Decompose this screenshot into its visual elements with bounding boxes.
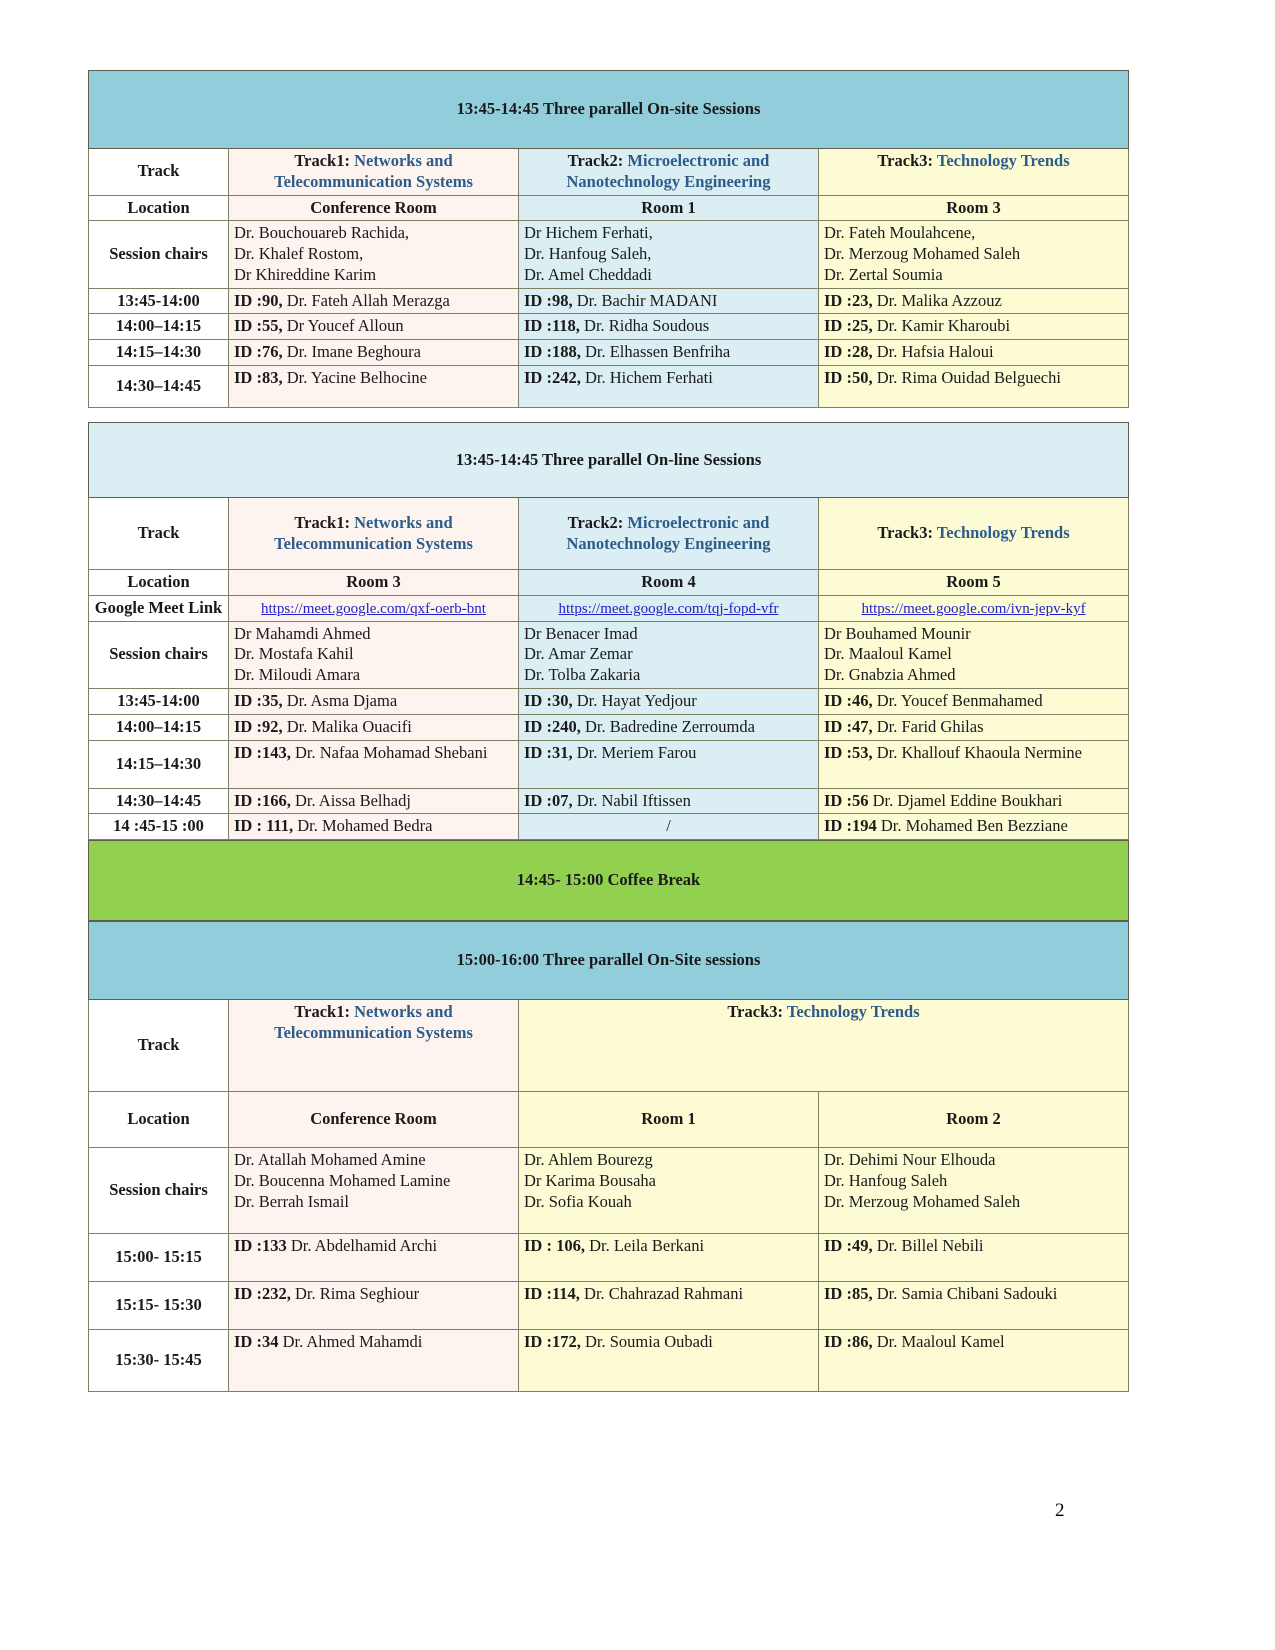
- paper-id: ID :07,: [524, 790, 573, 810]
- track-name: Microelectronic and Nanotechnology Engineering: [566, 512, 771, 553]
- paper-id: ID :85,: [824, 1284, 873, 1304]
- track-number: Track1:: [294, 151, 350, 170]
- session-chairs-label: Session chairs: [89, 1148, 229, 1234]
- chairs-cell: [519, 221, 819, 288]
- schedule-page: [88, 70, 1128, 1392]
- presenter-name: Dr. Rima Seghiour: [290, 1284, 420, 1304]
- presenter-name: Dr. Khallouf Khaoula Nermine: [872, 742, 1082, 762]
- paper-id: ID :50,: [824, 368, 873, 388]
- chair-name: Dr. Miloudi Amara: [234, 665, 361, 685]
- coffee-break-table: [88, 840, 1129, 921]
- session-entry: [519, 314, 819, 340]
- presenter-name: Dr. Abdelhamid Archi: [286, 1236, 438, 1256]
- session-entry: [519, 288, 819, 314]
- chair-name: Dr. Gnabzia Ahmed: [824, 665, 956, 685]
- chair-name: Dr. Khalef Rostom,: [234, 244, 364, 264]
- presenter-name: Dr. Hayat Yedjour: [572, 691, 697, 711]
- presenter-name: Dr. Hichem Ferhati: [580, 368, 713, 388]
- session-entry: [229, 1234, 519, 1282]
- meet-link-cell[interactable]: [519, 595, 819, 621]
- paper-id: ID :83,: [234, 368, 283, 388]
- track-label: Track: [89, 1000, 229, 1092]
- chairs-cell: [229, 221, 519, 288]
- time-slot: 13:45-14:00: [89, 288, 229, 314]
- time-slot: 14:00–14:15: [89, 714, 229, 740]
- track-name: Technology Trends: [783, 1002, 920, 1022]
- section-banner-onsite-1: 13:45-14:45 Three parallel On-site Sessions: [89, 71, 1129, 149]
- track-header-3: [819, 498, 1129, 570]
- paper-id: ID :47,: [824, 716, 873, 736]
- session-row: [89, 1282, 1129, 1330]
- session-entry: [819, 740, 1129, 788]
- chair-name: Dr. Ahlem Bourezg: [524, 1150, 653, 1170]
- session-row: [89, 788, 1129, 814]
- time-slot: 14:15–14:30: [89, 340, 229, 366]
- room-cell: Room 1: [519, 195, 819, 221]
- paper-id: ID :28,: [824, 342, 873, 362]
- track-header-1: [229, 149, 519, 196]
- paper-id: ID :98,: [524, 290, 573, 310]
- presenter-name: Dr. Malika Ouacifi: [282, 716, 412, 736]
- track-number: Track3:: [727, 1002, 783, 1022]
- session-chairs-label: Session chairs: [89, 221, 229, 288]
- track-number: Track1:: [294, 1002, 350, 1022]
- session-row: [89, 366, 1129, 408]
- chair-name: Dr. Hanfoug Saleh,: [524, 244, 652, 264]
- presenter-name: Dr. Ahmed Mahamdi: [278, 1332, 423, 1352]
- paper-id: ID :56: [824, 790, 869, 810]
- presenter-name: Dr. Mohamed Ben Bezziane: [876, 816, 1068, 836]
- session-entry: [229, 288, 519, 314]
- session-entry: [819, 814, 1129, 840]
- presenter-name: Dr. Maaloul Kamel: [872, 1332, 1005, 1352]
- section-banner-coffee-break: 14:45- 15:00 Coffee Break: [89, 841, 1129, 921]
- banner-row: [89, 841, 1129, 921]
- time-slot: 14:15–14:30: [89, 740, 229, 788]
- presenter-name: Dr. Elhassen Benfriha: [580, 342, 731, 362]
- chair-name: Dr Bouhamed Mounir: [824, 623, 971, 643]
- onsite-session-table-2: [88, 921, 1129, 1392]
- chair-name: Dr. Amel Cheddadi: [524, 264, 652, 284]
- onsite-session-table-1: [88, 70, 1129, 408]
- track-header-2: [519, 498, 819, 570]
- session-entry: [229, 788, 519, 814]
- session-entry: [519, 1282, 819, 1330]
- presenter-name: Dr. Soumia Oubadi: [580, 1332, 713, 1352]
- presenter-name: Dr. Asma Djama: [282, 691, 398, 711]
- track-name: Networks and Telecommunication Systems: [274, 512, 473, 553]
- presenter-name: Dr. Hafsia Haloui: [872, 342, 994, 362]
- banner-row: [89, 423, 1129, 498]
- presenter-name: Dr. Yacine Belhocine: [282, 368, 427, 388]
- time-slot: 15:30- 15:45: [89, 1330, 229, 1392]
- session-chairs-label: Session chairs: [89, 621, 229, 688]
- presenter-name: Dr. Chahrazad Rahmani: [579, 1284, 744, 1304]
- chair-name: Dr. Amar Zemar: [524, 644, 633, 664]
- time-slot: 14:30–14:45: [89, 788, 229, 814]
- chairs-row: [89, 221, 1129, 288]
- track-number: Track3:: [877, 151, 933, 170]
- presenter-name: Dr. Kamir Kharoubi: [872, 316, 1011, 336]
- track-name: Networks and Telecommunication Systems: [274, 151, 473, 191]
- chair-name: Dr. Tolba Zakaria: [524, 665, 641, 685]
- track-header-row: [89, 498, 1129, 570]
- room-cell: Conference Room: [229, 1092, 519, 1148]
- presenter-name: Dr. Imane Beghoura: [282, 342, 421, 362]
- session-entry: [819, 1234, 1129, 1282]
- track-name: Networks and Telecommunication Systems: [274, 1002, 473, 1042]
- session-entry: [229, 314, 519, 340]
- track-header-2: [519, 149, 819, 196]
- paper-id: ID :90,: [234, 290, 283, 310]
- location-row: [89, 570, 1129, 596]
- session-entry: [519, 1234, 819, 1282]
- online-session-table: [88, 422, 1129, 840]
- chair-name: Dr Benacer Imad: [524, 623, 638, 643]
- chair-name: Dr Mahamdi Ahmed: [234, 623, 371, 643]
- time-slot: 14:00–14:15: [89, 314, 229, 340]
- paper-id: ID :31,: [524, 742, 573, 762]
- session-entry: [819, 1330, 1129, 1392]
- paper-id: ID :34: [234, 1332, 279, 1352]
- session-row: [89, 1234, 1129, 1282]
- track-number: Track2:: [567, 512, 624, 532]
- presenter-name: Dr. Youcef Benmahamed: [872, 691, 1043, 711]
- banner-row: [89, 922, 1129, 1000]
- paper-id: ID :35,: [234, 691, 283, 711]
- presenter-name: Dr. Bachir MADANI: [572, 290, 718, 310]
- paper-id: ID : 106,: [524, 1236, 585, 1256]
- room-cell: Room 4: [519, 570, 819, 596]
- page-number: 2: [1055, 1500, 1065, 1521]
- chair-name: Dr Karima Bousaha: [524, 1170, 656, 1190]
- chair-name: Dr. Hanfoug Saleh: [824, 1170, 948, 1190]
- time-slot: 15:00- 15:15: [89, 1234, 229, 1282]
- chair-name: Dr Hichem Ferhati,: [524, 223, 653, 243]
- session-entry: [229, 740, 519, 788]
- paper-id: ID :76,: [234, 342, 283, 362]
- meet-link-cell[interactable]: [229, 595, 519, 621]
- google-meet-link[interactable]: https://meet.google.com/ivn-jepv-kyf: [861, 600, 1086, 617]
- track-header-3: [519, 1000, 1129, 1092]
- google-meet-label: Google Meet Link: [89, 595, 229, 621]
- paper-id: ID :46,: [824, 691, 873, 711]
- paper-id: ID :49,: [824, 1236, 873, 1256]
- chairs-row: [89, 1148, 1129, 1234]
- location-row: [89, 1092, 1129, 1148]
- location-row: [89, 195, 1129, 221]
- chairs-cell: [819, 1148, 1129, 1234]
- google-meet-link[interactable]: https://meet.google.com/tqj-fopd-vfr: [558, 600, 779, 617]
- location-label: Location: [89, 570, 229, 596]
- paper-id: ID :55,: [234, 316, 283, 336]
- table-gap: [88, 408, 1128, 422]
- presenter-name: Dr. Ridha Soudous: [579, 316, 710, 336]
- chair-name: Dr. Zertal Soumia: [824, 264, 943, 284]
- presenter-name: Dr. Aissa Belhadj: [290, 790, 411, 810]
- session-entry: [519, 1330, 819, 1392]
- track-label: Track: [89, 149, 229, 196]
- chairs-cell: [519, 1148, 819, 1234]
- track-number: Track2:: [567, 151, 624, 170]
- session-entry: [519, 340, 819, 366]
- room-cell: Room 5: [819, 570, 1129, 596]
- presenter-name: Dr. Nafaa Mohamad Shebani: [290, 742, 488, 762]
- paper-id: ID :172,: [524, 1332, 581, 1352]
- session-row: [89, 689, 1129, 715]
- paper-id: ID :240,: [524, 716, 581, 736]
- track-header-row: [89, 149, 1129, 196]
- presenter-name: Dr. Leila Berkani: [584, 1236, 705, 1256]
- paper-id: ID :188,: [524, 342, 581, 362]
- paper-id: ID :25,: [824, 316, 873, 336]
- session-entry: [229, 340, 519, 366]
- chair-name: Dr. Maaloul Kamel: [824, 644, 952, 664]
- presenter-name: Dr. Nabil Iftissen: [572, 790, 691, 810]
- presenter-name: Dr. Meriem Farou: [572, 742, 697, 762]
- chair-name: Dr. Bouchouareb Rachida,: [234, 223, 410, 243]
- track-header-row: [89, 1000, 1129, 1092]
- chairs-cell: [819, 621, 1129, 688]
- presenter-name: Dr. Mohamed Bedra: [293, 816, 433, 836]
- session-row: [89, 314, 1129, 340]
- paper-id: ID :194: [824, 816, 877, 836]
- session-row: [89, 1330, 1129, 1392]
- chairs-cell: [229, 1148, 519, 1234]
- session-entry: [229, 1330, 519, 1392]
- track-label: Track: [89, 498, 229, 570]
- track-name: Microelectronic and Nanotechnology Engineering: [566, 151, 771, 191]
- session-entry: [819, 288, 1129, 314]
- presenter-name: Dr. Farid Ghilas: [872, 716, 984, 736]
- session-entry: [229, 1282, 519, 1330]
- chair-name: Dr. Atallah Mohamed Amine: [234, 1150, 426, 1170]
- room-cell: Room 2: [819, 1092, 1129, 1148]
- meet-link-cell[interactable]: [819, 595, 1129, 621]
- banner-row: [89, 71, 1129, 149]
- paper-id: ID : 111,: [234, 816, 294, 836]
- paper-id: ID :232,: [234, 1284, 291, 1304]
- session-entry: [519, 788, 819, 814]
- track-number: Track3:: [877, 523, 933, 543]
- session-entry: [819, 366, 1129, 408]
- presenter-name: Dr. Badredine Zerroumda: [580, 716, 755, 736]
- session-entry: [819, 314, 1129, 340]
- presenter-name: Dr. Malika Azzouz: [872, 290, 1002, 310]
- session-entry: [819, 1282, 1129, 1330]
- room-cell: Room 3: [819, 195, 1129, 221]
- location-label: Location: [89, 1092, 229, 1148]
- session-entry: [519, 366, 819, 408]
- session-entry-empty: /: [519, 814, 819, 840]
- session-entry: [519, 689, 819, 715]
- chairs-cell: [819, 221, 1129, 288]
- paper-id: ID :86,: [824, 1332, 873, 1352]
- session-entry: [229, 714, 519, 740]
- time-slot: 14:30–14:45: [89, 366, 229, 408]
- chairs-cell: [229, 621, 519, 688]
- meet-link-row: [89, 595, 1129, 621]
- chairs-cell: [519, 621, 819, 688]
- paper-id: ID :166,: [234, 790, 291, 810]
- section-banner-onsite-2: 15:00-16:00 Three parallel On-Site sessions: [89, 922, 1129, 1000]
- chair-name: Dr. Dehimi Nour Elhouda: [824, 1150, 996, 1170]
- time-slot: 14 :45-15 :00: [89, 814, 229, 840]
- paper-id: ID :114,: [524, 1284, 580, 1304]
- session-row: [89, 814, 1129, 840]
- chair-name: Dr. Merzoug Mohamed Saleh: [824, 244, 1021, 264]
- chair-name: Dr. Berrah Ismail: [234, 1191, 350, 1211]
- paper-id: ID :133: [234, 1236, 287, 1256]
- session-entry: [229, 366, 519, 408]
- presenter-name: Dr. Fateh Allah Merazga: [282, 290, 450, 310]
- paper-id: ID :53,: [824, 742, 873, 762]
- paper-id: ID :143,: [234, 742, 291, 762]
- presenter-name: Dr. Rima Ouidad Belguechi: [872, 368, 1061, 388]
- paper-id: ID :242,: [524, 368, 581, 388]
- room-cell: Room 1: [519, 1092, 819, 1148]
- chair-name: Dr. Merzoug Mohamed Saleh: [824, 1191, 1021, 1211]
- paper-id: ID :92,: [234, 716, 283, 736]
- chair-name: Dr. Mostafa Kahil: [234, 644, 354, 664]
- track-name: Technology Trends: [933, 151, 1070, 170]
- session-row: [89, 714, 1129, 740]
- chair-name: Dr. Fateh Moulahcene,: [824, 223, 976, 243]
- time-slot: 13:45-14:00: [89, 689, 229, 715]
- chair-name: Dr. Sofia Kouah: [524, 1191, 632, 1211]
- session-row: [89, 340, 1129, 366]
- session-entry: [519, 714, 819, 740]
- session-entry: [819, 788, 1129, 814]
- paper-id: ID :30,: [524, 691, 573, 711]
- track-name: Technology Trends: [932, 523, 1070, 543]
- session-entry: [819, 689, 1129, 715]
- session-entry: [229, 814, 519, 840]
- location-label: Location: [89, 195, 229, 221]
- paper-id: ID :23,: [824, 290, 873, 310]
- session-row: [89, 288, 1129, 314]
- presenter-name: Dr. Djamel Eddine Boukhari: [868, 790, 1063, 810]
- room-cell: Room 3: [229, 570, 519, 596]
- track-header-1: [229, 1000, 519, 1092]
- chair-name: Dr Khireddine Karim: [234, 264, 377, 284]
- section-banner-online: 13:45-14:45 Three parallel On-line Sessions: [89, 423, 1129, 498]
- track-header-3: [819, 149, 1129, 196]
- session-row: [89, 740, 1129, 788]
- room-cell: Conference Room: [229, 195, 519, 221]
- session-entry: [819, 340, 1129, 366]
- track-number: Track1:: [294, 512, 350, 532]
- google-meet-link[interactable]: https://meet.google.com/qxf-oerb-bnt: [261, 600, 486, 617]
- presenter-name: Dr. Billel Nebili: [872, 1236, 984, 1256]
- presenter-name: Dr Youcef Alloun: [282, 316, 404, 336]
- chair-name: Dr. Boucenna Mohamed Lamine: [234, 1170, 451, 1190]
- time-slot: 15:15- 15:30: [89, 1282, 229, 1330]
- session-entry: [819, 714, 1129, 740]
- paper-id: ID :118,: [524, 316, 580, 336]
- chairs-row: [89, 621, 1129, 688]
- track-header-1: [229, 498, 519, 570]
- presenter-name: Dr. Samia Chibani Sadouki: [872, 1284, 1058, 1304]
- session-entry: [519, 740, 819, 788]
- session-entry: [229, 689, 519, 715]
